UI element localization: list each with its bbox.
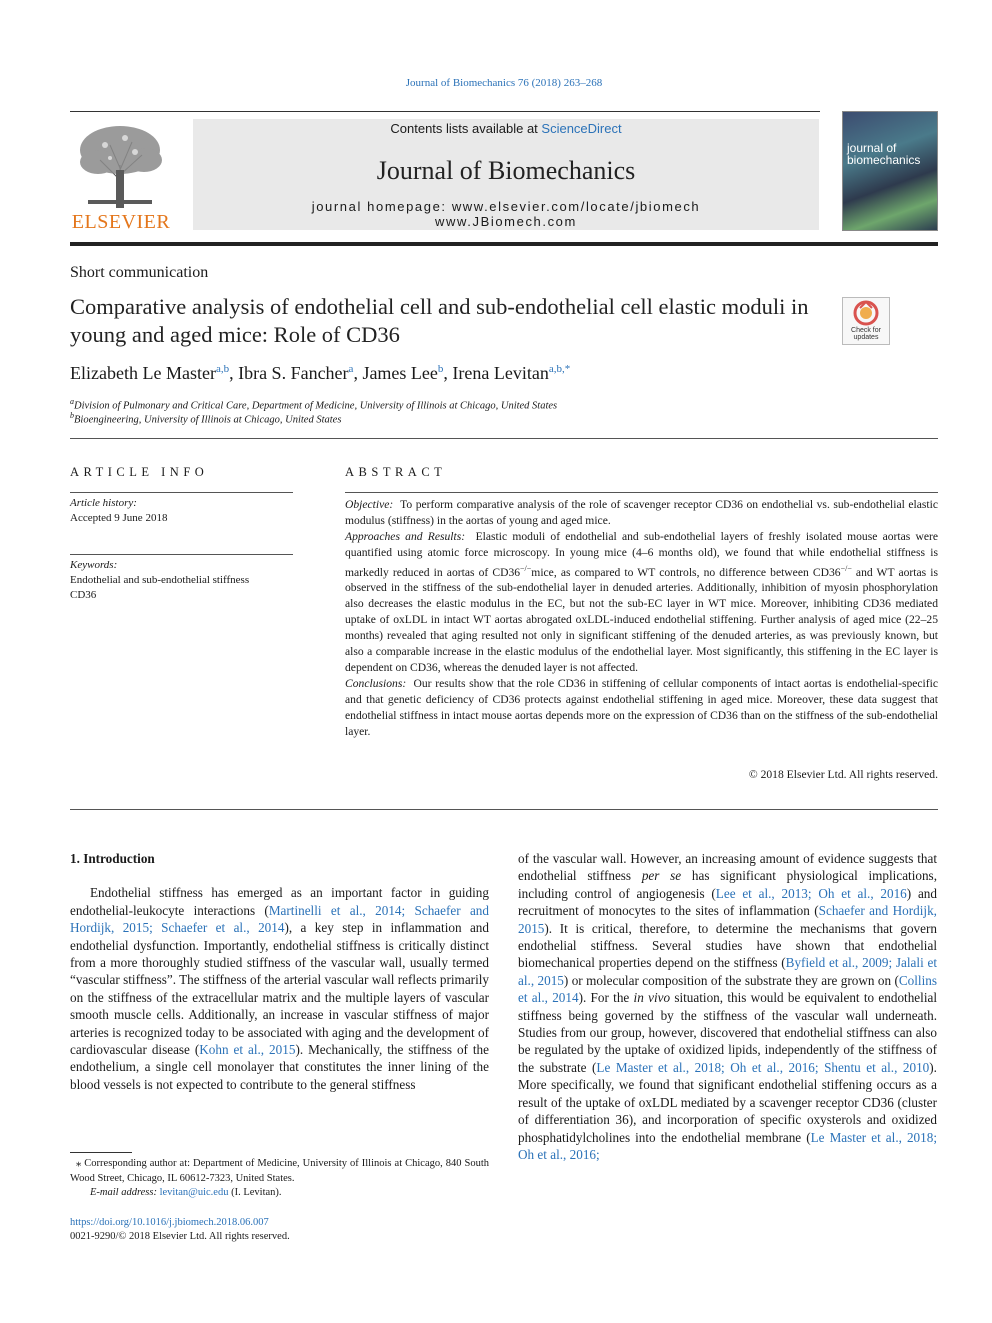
abstract-conclusions: [345, 676, 938, 740]
check-updates-label: Check for updates: [851, 327, 881, 341]
body-text: ), a key step in inflammation and endothelial dysfunction. Importantly, endothelial stiffness is critically distinct from a more thoroughly studied stiffness of the vascular wall, usually termed “vascular stiffness”. The stiffness of the arterial vascular wall reflects primarily on the stiffness of the extracellular matrix and the multiple layers of vascular smooth muscle cells. Additionally, an increase in vascular stiffness of major arteries is recognized today to be associated with aging and the development of cardiovascular disease (: [70, 920, 489, 1058]
email-link[interactable]: levitan@uic.edu: [159, 1187, 229, 1198]
reference-link[interactable]: Lee et al., 2013; Oh et al., 2016: [715, 885, 907, 901]
approaches-superscript: −/−: [840, 563, 852, 573]
abstract-objective: [345, 497, 938, 529]
header-thick-rule: [70, 242, 938, 246]
body-paragraph: [70, 884, 489, 1093]
keywords-rule: [70, 554, 293, 555]
homepage-line-1[interactable]: journal homepage: www.elsevier.com/locate/jbiomech: [311, 199, 701, 214]
approaches-text-3: and WT aortas is observed in the stiffness of the sub-endothelial layer in denuded arteries. Additionally, inhibition of myosin phosphorylation also decreases the elastic modulus in the EC, but not the sub-EC layer in WT mice. Moreover, inhibiting CD36 mediated uptake of oxLDL in intact WT aortas abrogated oxLDL-induced endothelial stiffening. Further analysis of aged mice (22–25 months) revealed that aging resulted not only in significant stiffening of the denuded arteries, as was previously known, but also a comparable increase in the elastic modulus of the endothelial layer. Most significantly, this stiffening in the EC layer is dependent on CD36, whereas the denuded layer is not affected.: [345, 565, 938, 674]
header-top-rule: [70, 111, 820, 112]
affiliation-b: [70, 411, 341, 426]
author-name[interactable]: Ibra S. Fancher: [238, 363, 349, 383]
author-name[interactable]: James Lee: [362, 363, 438, 383]
body-text: ) or molecular composition of the substrate they are grown on (: [563, 972, 899, 988]
contents-available-line: [193, 121, 819, 136]
body-text: has significant physiological implications, including control of angiogenesis (: [518, 868, 937, 901]
body-text: ). For the: [578, 990, 634, 1006]
publisher-name: ELSEVIER: [71, 211, 171, 233]
keyword: Endothelial and sub-endothelial stiffness: [70, 574, 250, 586]
keyword: CD36: [70, 589, 97, 601]
journal-cover-image[interactable]: [842, 111, 938, 231]
article-history-label: Article history:: [70, 497, 137, 509]
abstract-approaches: [345, 529, 938, 676]
reference-link[interactable]: Byfield et al., 2009; Jalali et al., 2015: [518, 955, 938, 988]
body-text: ) and recruitment of monocytes to the sites of inflammation (: [518, 885, 937, 919]
reference-link[interactable]: Le Master et al., 2018; Oh et al., 2016; Shentu et al., 2010: [596, 1059, 930, 1075]
affiliation-text: Bioengineering, University of Illinois at Chicago, United States: [74, 414, 342, 426]
footnote-text-line: [70, 1157, 489, 1186]
affiliation-text: Division of Pulmonary and Critical Care, Department of Medicine, University of Illinois at Chicago, United States: [74, 400, 558, 412]
body-left-column: [70, 850, 489, 1093]
homepage-line-2[interactable]: www.JBiomech.com: [435, 214, 577, 229]
reference-link[interactable]: Schaefer and Hordijk, 2015: [518, 903, 937, 936]
body-text: ). Mechanically, the stiffness of the endothelium, a single cell monolayer that constitutes the inner lining of the blood vessels is not expected to contribute to the general stiffness: [70, 1042, 490, 1092]
approaches-superscript: −/−: [520, 563, 532, 573]
body-right-column: [518, 850, 937, 1163]
cover-title: journal of biomechanics: [847, 141, 921, 167]
journal-citation[interactable]: Journal of Biomechanics 76 (2018) 263–268: [405, 77, 603, 89]
keywords-label: Keywords:: [70, 559, 118, 571]
article-title: Comparative analysis of endothelial cell and sub-endothelial cell elastic moduli in young and aged mice: Role of CD36: [70, 294, 809, 347]
issn-copyright: 0021-9290/© 2018 Elsevier Ltd. All rights reserved.: [70, 1231, 290, 1242]
reference-link[interactable]: Martinelli et al., 2014; Schaefer and Hordijk, 2015; Schaefer et al., 2014: [70, 902, 489, 936]
corresponding-author-footnote: [70, 1157, 489, 1201]
author-affiliation-marker[interactable]: a: [348, 363, 354, 375]
affiliation-marker: a: [70, 397, 74, 406]
approaches-text-1: Elastic moduli of endothelial and sub-endothelial layers of freshly isolated mouse aortas were quantified using atomic force microscopy. In young mice (4–6 months old), we found that while endothelial stiffness is markedly reduced in aortas of CD36: [345, 529, 938, 579]
email-label: E-mail address:: [90, 1187, 157, 1198]
abstract-rule: [345, 492, 938, 493]
body-text: of the vascular wall. However, an increasing amount of evidence suggests that endothelial stiffness: [518, 851, 937, 884]
affiliation-marker: b: [70, 411, 74, 420]
approaches-text-2: mice, as compared to WT controls, no difference between CD36: [531, 565, 841, 579]
body-text: ). More specifically, we found that significant endothelial stiffening occurs as a result of the uptake of oxLDL mediated by a scavenger receptor CD36 (cluster of differentiation 36), and incorporation of specific oxysterols and oxidized phosphatidylcholines into the endothelial membrane (: [518, 1059, 937, 1145]
article-info-rule: [70, 492, 293, 493]
body-text: situation, this would be equivalent to endothelial stiffness being governed by the stiffness of the vascular wall underneath. Studies from our group, however, discovered that endothelial stiffness can also be regulated by the uptake of oxidized lipids, independently of the stiffness of the substrate (: [518, 990, 937, 1075]
footnote-email-line: [70, 1186, 489, 1201]
footnote-text: Corresponding author at: Department of Medicine, University of Illinois at Chicago, 840 South Wood Street, Chicago, IL 60612-7323, United States.: [70, 1158, 490, 1184]
footnote-star: ⁎: [76, 1158, 82, 1169]
abstract-bottom-rule: [70, 809, 938, 810]
author-name[interactable]: Elizabeth Le Master: [70, 363, 216, 383]
author-affiliation-marker[interactable]: a,b,*: [548, 363, 571, 375]
body-paragraph: [518, 850, 937, 1163]
check-updates-icon: [843, 300, 889, 328]
objective-label: Objective:: [345, 498, 394, 511]
conclusions-text: Our results show that the role CD36 in stiffening of cellular components of intact aortas is endothelial-specific and that genetic deficiency of CD36 protects against endothelial stiffening in aged mice. Moreover, these data suggest that endothelial stiffness in intact mouse aortas depends more on the expression of CD36 than on the stiffness of the sub-endothelial layer.: [345, 676, 938, 738]
affiliation-a: [70, 397, 557, 412]
approaches-label: Approaches and Results:: [345, 529, 466, 543]
article-type: Short communication: [70, 264, 209, 281]
author-affiliation-marker[interactable]: a,b: [215, 363, 230, 375]
author-affiliation-marker[interactable]: b: [437, 363, 444, 375]
reference-link[interactable]: Le Master et al., 2018; Oh et al., 2016;: [518, 1129, 938, 1162]
body-italic: per se: [641, 868, 682, 884]
check-for-updates-button[interactable]: [842, 297, 890, 345]
abstract-heading: ABSTRACT: [345, 465, 447, 479]
contents-prefix: Contents lists available at: [390, 121, 542, 136]
abstract-body: [345, 497, 938, 739]
footnote-rule: [70, 1152, 132, 1153]
journal-title: Journal of Biomechanics: [376, 156, 636, 185]
body-text: Endothelial stiffness has emerged as an important factor in guiding endothelial-leukocyte interactions (: [70, 885, 489, 918]
journal-homepage[interactable]: [193, 199, 819, 229]
article-history-value: Accepted 9 June 2018: [70, 512, 168, 524]
body-text: ). It is critical, therefore, to determine the mechanisms that govern endothelial stiffness. Several studies have shown that endothelial biomechanical properties depend on the stiffness (: [518, 920, 937, 971]
author-list: Elizabeth Le Master$^{a,b}$, Ibra S. Fancher$^a$, James Lee$^b$, Irena Levitan$^{a,b,*}$: [70, 363, 571, 383]
reference-link[interactable]: Kohn et al., 2015: [199, 1042, 296, 1058]
doi-link[interactable]: https://doi.org/10.1016/j.jbiomech.2018.06.007: [70, 1217, 269, 1228]
conclusions-label: Conclusions:: [345, 676, 407, 690]
sciencedirect-link[interactable]: ScienceDirect: [541, 121, 622, 136]
reference-link[interactable]: Collins et al., 2014: [518, 972, 937, 1006]
abstract-copyright: © 2018 Elsevier Ltd. All rights reserved.: [748, 768, 938, 781]
elsevier-tree-icon: [70, 120, 170, 210]
body-italic: in vivo: [633, 990, 671, 1006]
objective-text: To perform comparative analysis of the role of scavenger receptor CD36 on endothelial vs. sub-endothelial elastic modulus (stiffness) in the aortas of young and aged mice.: [345, 498, 938, 527]
article-info-heading: ARTICLE INFO: [70, 465, 209, 479]
section-heading: 1. Introduction: [70, 851, 155, 866]
author-name[interactable]: Irena Levitan: [452, 363, 549, 383]
affiliation-rule: [70, 438, 938, 439]
email-suffix: (I. Levitan).: [228, 1187, 282, 1198]
